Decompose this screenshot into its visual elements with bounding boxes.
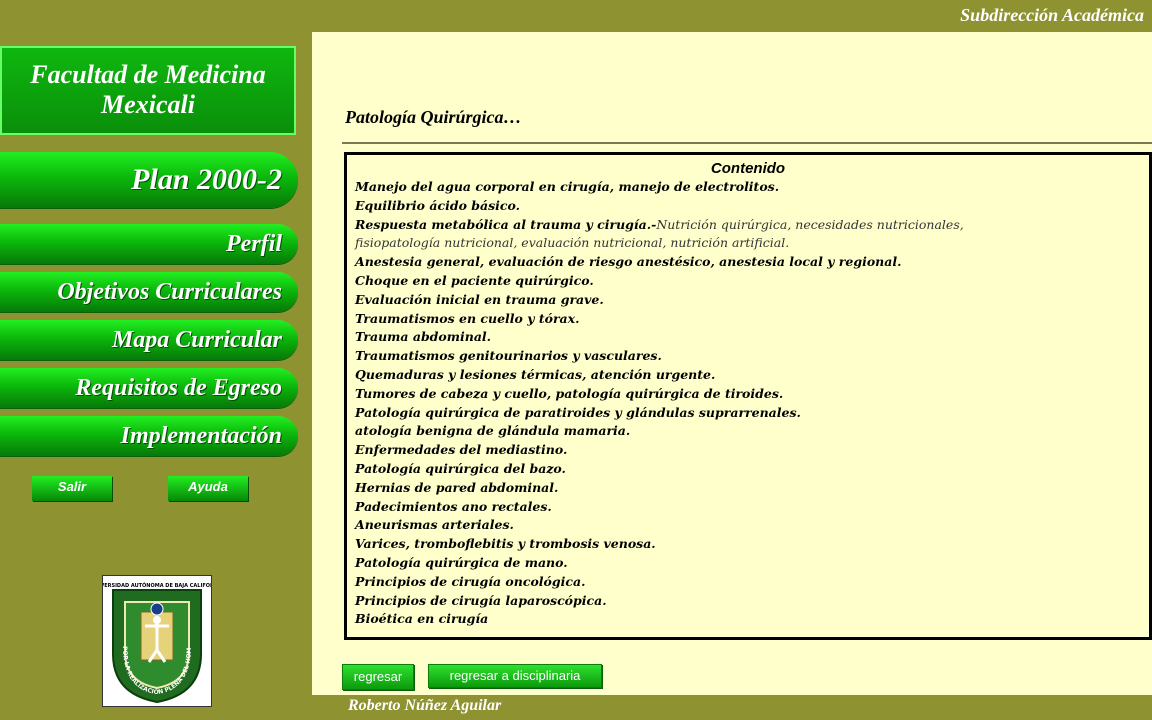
list-item: Enfermedades del mediastino.	[355, 442, 568, 458]
university-seal-logo	[102, 575, 212, 707]
nav-requisitos-label: Requisitos de Egreso	[75, 375, 282, 401]
list-item: Varices, tromboflebitis y trombosis venosa.	[355, 536, 656, 552]
list-item: Traumatismos genitourinarios y vasculares.	[355, 348, 662, 364]
salir-button[interactable]: Salir	[32, 476, 112, 501]
content-panel	[344, 152, 1152, 640]
nav-mapa-curricular[interactable]	[0, 320, 298, 360]
list-item: Trauma abdominal.	[355, 329, 492, 345]
top-bar	[312, 0, 1152, 32]
list-item: Bioética en cirugía	[355, 611, 489, 627]
list-item: Manejo del agua corporal en cirugía, manejo de electrolitos.	[355, 179, 780, 194]
nav-objetivos-curriculares[interactable]	[0, 272, 298, 312]
list-item: Quemaduras y lesiones térmicas, atención urgente.	[355, 366, 716, 382]
list-item: Patología quirúrgica de paratiroides y glándulas suprarrenales.	[355, 404, 801, 420]
list-item: Hernias de pared abdominal.	[355, 479, 559, 495]
list-item: Patología quirúrgica del bazo.	[355, 460, 566, 476]
content-list	[355, 178, 1149, 629]
faculty-title-banner	[0, 46, 296, 135]
list-item	[355, 216, 1149, 235]
nav-perfil-label: Perfil	[226, 231, 282, 257]
regresar-disciplinaria-button[interactable]: regresar a disciplinaria	[428, 664, 602, 688]
footer-bar	[312, 695, 1152, 720]
nav-mapa-label: Mapa Curricular	[111, 327, 282, 353]
nav-implementacion[interactable]	[0, 416, 298, 456]
content-heading: Contenido	[710, 160, 786, 177]
faculty-title-line1: Facultad de Medicina	[30, 60, 266, 89]
sidebar	[0, 0, 312, 720]
list-item: Anestesia general, evaluación de riesgo anestésico, anestesia local y regional.	[355, 254, 902, 270]
plan-button[interactable]	[0, 152, 298, 208]
list-item: atología benigna de glándula mamaria.	[355, 423, 631, 439]
list-item-light: Nutrición quirúrgica, necesidades nutricionales,	[656, 216, 964, 232]
list-item: Traumatismos en cuello y tórax.	[355, 310, 580, 326]
ayuda-button[interactable]: Ayuda	[168, 476, 248, 501]
regresar-button[interactable]: regresar	[342, 664, 414, 690]
page-title: Patología Quirúrgica…	[345, 107, 522, 127]
seal-ring-textpath: POR LA REALIZACIÓN PLENA DEL HOM	[120, 645, 194, 697]
nav-implementacion-label: Implementación	[120, 423, 282, 449]
main-content	[312, 32, 1152, 695]
list-item: Choque en el paciente quirúrgico.	[355, 272, 594, 288]
plan-label: Plan 2000-2	[131, 163, 282, 196]
list-item: Patología quirúrgica de mano.	[355, 554, 568, 570]
list-item: Aneurismas arteriales.	[355, 517, 514, 533]
title-divider	[342, 142, 1152, 144]
list-item-bold: Respuesta metabólica al trauma y cirugía.-	[355, 216, 657, 232]
nav-perfil[interactable]	[0, 224, 298, 264]
list-item: Principios de cirugía oncológica.	[355, 573, 586, 589]
list-item: Tumores de cabeza y cuello, patología quirúrgica de tiroides.	[355, 385, 784, 401]
author-label: Roberto Núñez Aguilar	[348, 697, 502, 714]
list-item: Principios de cirugía laparoscópica.	[355, 592, 607, 608]
list-item: fisiopatología nutricional, evaluación nutricional, nutrición artificial.	[355, 235, 790, 251]
faculty-title-line2: Mexicali	[101, 90, 195, 119]
seal-emblem-icon	[103, 576, 211, 706]
list-item: Equilibrio ácido básico.	[355, 197, 520, 213]
subdireccion-label: Subdirección Académica	[960, 5, 1144, 25]
nav-requisitos-egreso[interactable]	[0, 368, 298, 408]
list-item: Padecimientos ano rectales.	[355, 498, 552, 514]
list-item: Evaluación inicial en trauma grave.	[355, 291, 604, 307]
nav-objetivos-label: Objetivos Curriculares	[57, 279, 282, 305]
seal-top-text: ERSIDAD AUTÓNOMA DE BAJA CALIFO	[104, 583, 211, 589]
